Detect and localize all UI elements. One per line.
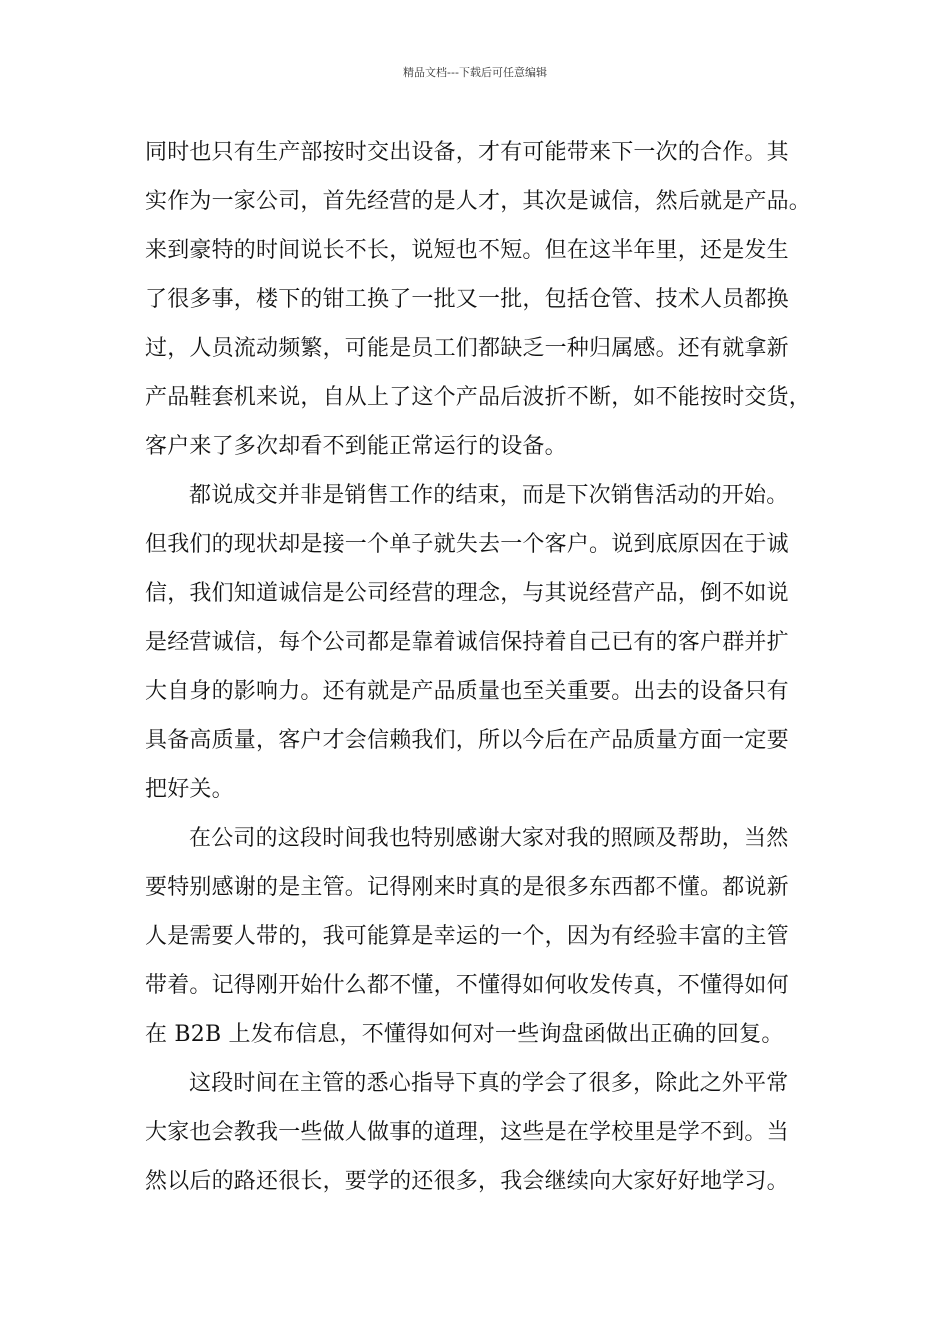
text-line: 带着。记得刚开始什么都不懂，不懂得如何收发传真，不懂得如何 [145, 973, 789, 998]
paragraph-start-line: 都说成交并非是销售工作的结束，而是下次销售活动的开始。 [189, 483, 789, 508]
text-line: 然以后的路还很长，要学的还很多，我会继续向大家好好地学习。 [145, 1169, 789, 1194]
text-line: 同时也只有生产部按时交出设备，才有可能带来下一次的合作。其 [145, 140, 789, 165]
text-line: 了很多事，楼下的钳工换了一批又一批，包括仓管、技术人员都换 [145, 287, 789, 312]
paragraph-start-line: 在公司的这段时间我也特别感谢大家对我的照顾及帮助，当然 [189, 826, 789, 851]
text-line: 具备高质量，客户才会信赖我们，所以今后在产品质量方面一定要 [145, 728, 789, 753]
text-line: 在 B2B 上发布信息，不懂得如何对一些询盘函做出正确的回复。 [145, 1022, 784, 1047]
text-line: 人是需要人带的，我可能算是幸运的一个，因为有经验丰富的主管 [145, 924, 789, 949]
text-line: 产品鞋套机来说，自从上了这个产品后波折不断，如不能按时交货， [145, 385, 812, 410]
text-line: 实作为一家公司，首先经营的是人才，其次是诚信，然后就是产品。 [145, 189, 812, 214]
document-body [145, 132, 810, 1210]
text-line: 要特别感谢的是主管。记得刚来时真的是很多东西都不懂。都说新 [145, 875, 789, 900]
paragraph-start-line: 这段时间在主管的悉心指导下真的学会了很多，除此之外平常 [189, 1071, 789, 1096]
text-line: 来到豪特的时间说长不长，说短也不短。但在这半年里，还是发生 [145, 238, 789, 263]
text-line: 大自身的影响力。还有就是产品质量也至关重要。出去的设备只有 [145, 679, 789, 704]
text-line: 过，人员流动频繁，可能是员工们都缺乏一种归属感。还有就拿新 [145, 336, 789, 361]
text-line: 大家也会教我一些做人做事的道理，这些是在学校里是学不到。当 [145, 1120, 789, 1145]
text-line: 信，我们知道诚信是公司经营的理念，与其说经营产品，倒不如说 [145, 581, 789, 606]
text-line: 把好关。 [145, 777, 234, 802]
text-line: 是经营诚信，每个公司都是靠着诚信保持着自己已有的客户群并扩 [145, 630, 789, 655]
text-line: 但我们的现状却是接一个单子就失去一个客户。说到底原因在于诚 [145, 532, 789, 557]
page-header: 精品文档---下载后可任意编辑 [403, 66, 547, 79]
text-line: 客户来了多次却看不到能正常运行的设备。 [145, 434, 567, 459]
